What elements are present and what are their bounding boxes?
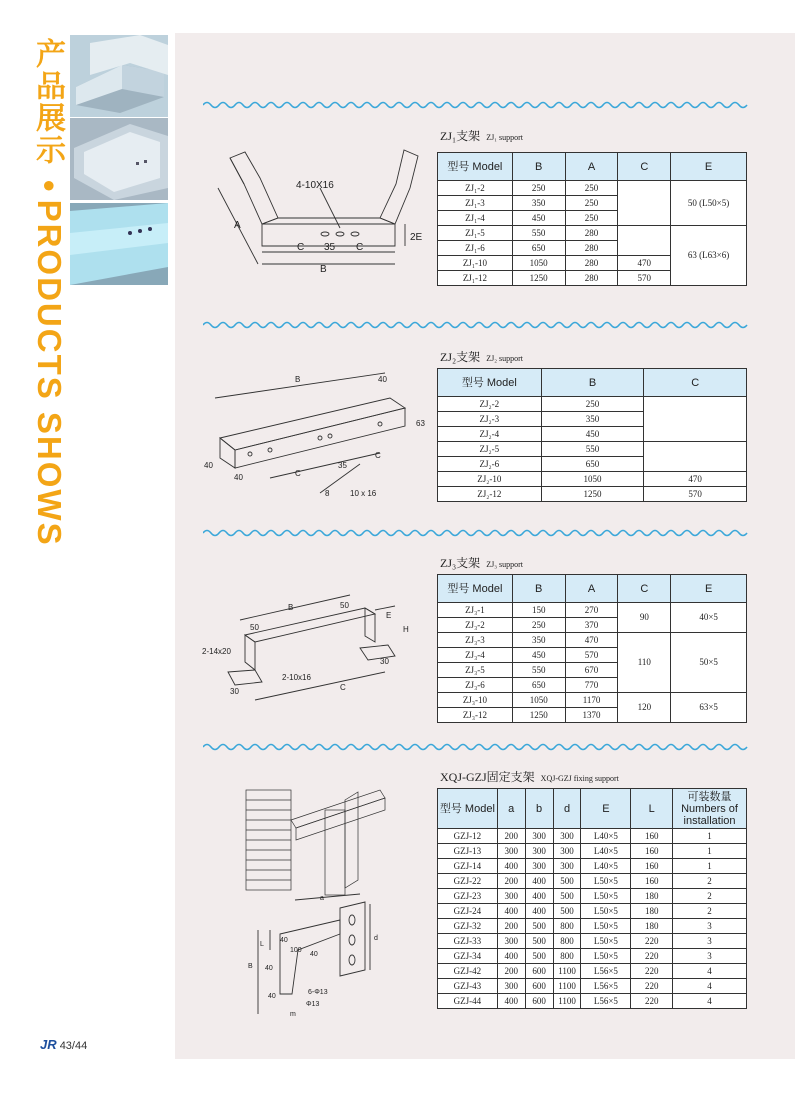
table-row: ZJ₁-3 350 250 (438, 196, 747, 211)
header-b: B (512, 575, 565, 603)
product-photo-blue-tray (70, 203, 168, 285)
drawing-label: 40 (280, 937, 288, 944)
table-row: GZJ-24 400 400 500 L50×5 180 2 (438, 904, 747, 919)
page-footer (40, 1037, 87, 1052)
table-row: GZJ-12 200 300 300 L40×5 160 1 (438, 829, 747, 844)
section-title-zj2: ZJ₂支架 ZJ₂ support (440, 350, 523, 364)
header-a: A (565, 153, 618, 181)
zj1-support-drawing (200, 148, 430, 278)
drawing-label: 6-Φ13 (308, 989, 328, 996)
table-row: ZJ₂-6 650 (438, 457, 747, 472)
header-e: E (671, 153, 747, 181)
header-d: d (553, 789, 581, 829)
drawing-label: 40 (265, 965, 273, 972)
header-a: A (565, 575, 618, 603)
drawing-label: C (297, 242, 305, 253)
table-row: ZJ₃-4 450 570 (438, 648, 747, 663)
drawing-label: 40 (310, 951, 318, 958)
drawing-label: B (288, 603, 294, 612)
drawing-label: B (248, 963, 253, 970)
header-quantity: 可装数量 Numbers of installation (673, 789, 747, 829)
drawing-label: A (234, 220, 241, 231)
drawing-label: 2-10x16 (282, 673, 311, 682)
zj2-spec-table (437, 368, 747, 502)
drawing-label: C (356, 242, 364, 253)
section-title-zj1: ZJ₁支架 ZJ₁ support (440, 129, 523, 143)
table-row: ZJ₁-5 550 280 63 (L63×6) (438, 226, 747, 241)
drawing-label: B (295, 375, 301, 384)
drawing-label: 50 (340, 601, 349, 610)
gzj-bracket-drawing (240, 890, 390, 1030)
table-row: GZJ-42 200 600 1100 L56×5 220 4 (438, 964, 747, 979)
header-c: C (618, 153, 671, 181)
header-model: 型号 Model (438, 789, 498, 829)
side-title-en-text: PRODUCTS SHOWS (31, 199, 68, 547)
table-row: ZJ₃-2 250 370 (438, 618, 747, 633)
zj3-spec-table (437, 574, 747, 723)
header-b: B (512, 153, 565, 181)
drawing-label: d (374, 935, 378, 942)
table-row: ZJ₃-3 350 470 110 50×5 (438, 633, 747, 648)
drawing-label: 2E (410, 232, 423, 243)
side-dot: • (31, 180, 68, 194)
drawing-label: H (403, 625, 409, 634)
drawing-label: B (320, 264, 327, 275)
header-a: a (497, 789, 525, 829)
drawing-label: 35 (324, 242, 336, 253)
table-row: ZJ₂-4 450 (438, 427, 747, 442)
product-photo-tray-open (70, 118, 168, 200)
table-row: GZJ-32 200 500 800 L50×5 180 3 (438, 919, 747, 934)
header-model: 型号 Model (438, 575, 513, 603)
drawing-label: 10 x 16 (350, 489, 377, 498)
drawing-label: 30 (230, 687, 239, 696)
table-row: ZJ₁-4 450 250 (438, 211, 747, 226)
table-row: ZJ₁-2 250 250 50 (L50×5) (438, 181, 747, 196)
drawing-label: 50 (250, 623, 259, 632)
drawing-label: 40 (204, 461, 213, 470)
drawing-label: 40 (234, 473, 243, 482)
zj1-spec-table (437, 152, 747, 286)
wave-divider (203, 742, 751, 752)
wave-divider (203, 100, 751, 110)
table-row: GZJ-43 300 600 1100 L56×5 220 4 (438, 979, 747, 994)
drawing-label: 100 (290, 947, 302, 954)
header-c: C (644, 369, 747, 397)
drawing-label: C (375, 451, 381, 460)
side-title-cn: 产品展示 (30, 38, 65, 166)
table-row: GZJ-33 300 500 800 L50×5 220 3 (438, 934, 747, 949)
table-row: ZJ₃-12 1250 1370 (438, 708, 747, 723)
drawing-label: 8 (325, 489, 330, 498)
e-group: 63 (L63×6) (671, 226, 747, 286)
table-row: ZJ₁-12 1250 280 570 (438, 271, 747, 286)
header-c: C (618, 575, 671, 603)
header-b: B (541, 369, 644, 397)
drawing-label: Φ13 (306, 1001, 320, 1008)
table-row: ZJ₃-6 650 770 (438, 678, 747, 693)
table-row: ZJ₃-1 150 270 90 40×5 (438, 603, 747, 618)
table-row: GZJ-44 400 600 1100 L56×5 220 4 (438, 994, 747, 1009)
zj2-support-drawing (200, 368, 430, 503)
table-row: GZJ-34 400 500 800 L50×5 220 3 (438, 949, 747, 964)
table-row: GZJ-13 300 300 300 L40×5 160 1 (438, 844, 747, 859)
e-group: 50 (L50×5) (671, 181, 747, 226)
table-row: GZJ-22 200 400 500 L50×5 160 2 (438, 874, 747, 889)
section-title-gzj: XQJ-GZJ固定支架 XQJ-GZJ fixing support (440, 770, 619, 784)
table-row: GZJ-14 400 300 300 L40×5 160 1 (438, 859, 747, 874)
product-photo-tray (70, 35, 168, 117)
drawing-label: m (290, 1011, 296, 1018)
header-l: L (631, 789, 673, 829)
drawing-label: 35 (338, 461, 347, 470)
table-row: GZJ-23 300 400 500 L50×5 180 2 (438, 889, 747, 904)
wave-divider (203, 528, 751, 538)
drawing-label: C (295, 469, 301, 478)
gzj-wall-drawing (240, 770, 390, 900)
header-e: E (581, 789, 631, 829)
table-row: ZJ₁-6 650 280 (438, 241, 747, 256)
drawing-label: 30 (380, 657, 389, 666)
drawing-label: a (320, 895, 324, 902)
table-row: ZJ₂-12 1250 570 (438, 487, 747, 502)
table-row: ZJ₂-2 250 (438, 397, 747, 412)
side-title (30, 38, 70, 166)
header-b: b (525, 789, 553, 829)
drawing-label: 63 (416, 419, 425, 428)
wave-divider (203, 320, 751, 330)
table-row: ZJ₂-10 1050 470 (438, 472, 747, 487)
gzj-spec-table (437, 788, 747, 1009)
table-row: ZJ₂-3 350 (438, 412, 747, 427)
drawing-label: 4-10X16 (296, 180, 334, 191)
page-number: 43/44 (59, 1040, 88, 1052)
table-row: ZJ₃-5 550 670 (438, 663, 747, 678)
drawing-label: 2-14x20 (202, 647, 231, 656)
header-model: 型号 Model (438, 369, 542, 397)
header-model: 型号 Model (438, 153, 513, 181)
drawing-label: 40 (268, 993, 276, 1000)
drawing-label: L (260, 941, 264, 948)
drawing-label: 40 (378, 375, 387, 384)
drawing-label: E (386, 611, 392, 620)
table-row: ZJ₁-10 1050 280 470 (438, 256, 747, 271)
header-e: E (671, 575, 747, 603)
company-logo: JR (40, 1037, 57, 1052)
zj3-support-drawing (200, 590, 430, 725)
drawing-label: C (340, 683, 346, 692)
section-title-zj3: ZJ₃支架 ZJ₃ support (440, 556, 523, 570)
side-title-en (30, 180, 68, 547)
table-row: ZJ₂-5 550 (438, 442, 747, 457)
table-row: ZJ₃-10 1050 1170 120 63×5 (438, 693, 747, 708)
